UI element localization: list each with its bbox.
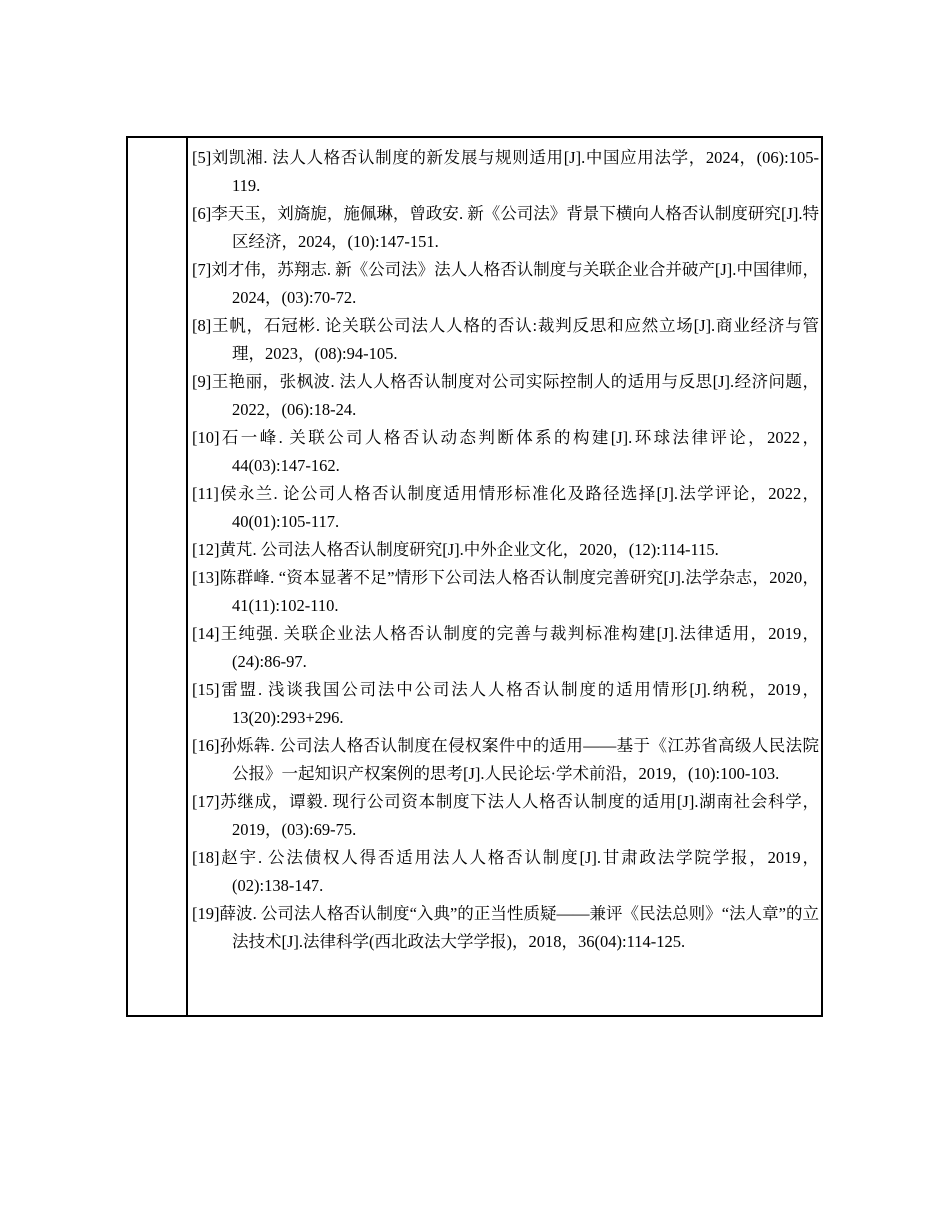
reference-item: [11]侯永兰. 论公司人格否认制度适用情形标准化及路径选择[J].法学评论，2022，40(01):105-117. bbox=[192, 484, 819, 531]
reference-item: [5]刘凯湘. 法人人格否认制度的新发展与规则适用[J].中国应用法学，2024，(06):105-119. bbox=[192, 148, 819, 195]
reference-item: [19]薛波. 公司法人格否认制度“入典”的正当性质疑——兼评《民法总则》“法人章”的立法技术[J].法律科学(西北政法大学学报)，2018，36(04):114-125. bbox=[192, 904, 819, 951]
reference-item: [18]赵宇. 公法债权人得否适用法人人格否认制度[J].甘肃政法学院学报，2019，(02):138-147. bbox=[192, 848, 819, 895]
reference-item: [10]石一峰. 关联公司人格否认动态判断体系的构建[J].环球法律评论，2022，44(03):147-162. bbox=[192, 428, 819, 475]
reference-list bbox=[192, 144, 819, 956]
reference-item: [12]黄芃. 公司法人格否认制度研究[J].中外企业文化，2020，(12):114-115. bbox=[192, 540, 719, 559]
label-column bbox=[128, 138, 188, 1015]
reference-item: [8]王帆，石冠彬. 论关联公司法人人格的否认:裁判反思和应然立场[J].商业经济与管理，2023，(08):94-105. bbox=[192, 316, 819, 363]
reference-item: [16]孙烁犇. 公司法人格否认制度在侵权案件中的适用——基于《江苏省高级人民法院公报》一起知识产权案例的思考[J].人民论坛·学术前沿，2019，(10):100-103. bbox=[192, 736, 819, 783]
reference-item: [7]刘才伟，苏翔志. 新《公司法》法人人格否认制度与关联企业合并破产[J].中国律师，2024，(03):70-72. bbox=[192, 260, 819, 307]
reference-table bbox=[126, 136, 823, 1017]
reference-item: [6]李天玉，刘旖旎，施佩琳，曾政安. 新《公司法》背景下横向人格否认制度研究[J].特区经济，2024，(10):147-151. bbox=[192, 204, 819, 251]
reference-item: [15]雷盟. 浅谈我国公司法中公司法人人格否认制度的适用情形[J].纳税，2019，13(20):293+296. bbox=[192, 680, 819, 727]
reference-item: [14]王纯强. 关联企业法人格否认制度的完善与裁判标准构建[J].法律适用，2019，(24):86-97. bbox=[192, 624, 819, 671]
reference-item: [17]苏继成，谭毅. 现行公司资本制度下法人人格否认制度的适用[J].湖南社会科学，2019，(03):69-75. bbox=[192, 792, 819, 839]
reference-item: [13]陈群峰. “资本显著不足”情形下公司法人格否认制度完善研究[J].法学杂志，2020，41(11):102-110. bbox=[192, 568, 819, 615]
reference-item: [9]王艳丽，张枫波. 法人人格否认制度对公司实际控制人的适用与反思[J].经济问题，2022，(06):18-24. bbox=[192, 372, 819, 419]
